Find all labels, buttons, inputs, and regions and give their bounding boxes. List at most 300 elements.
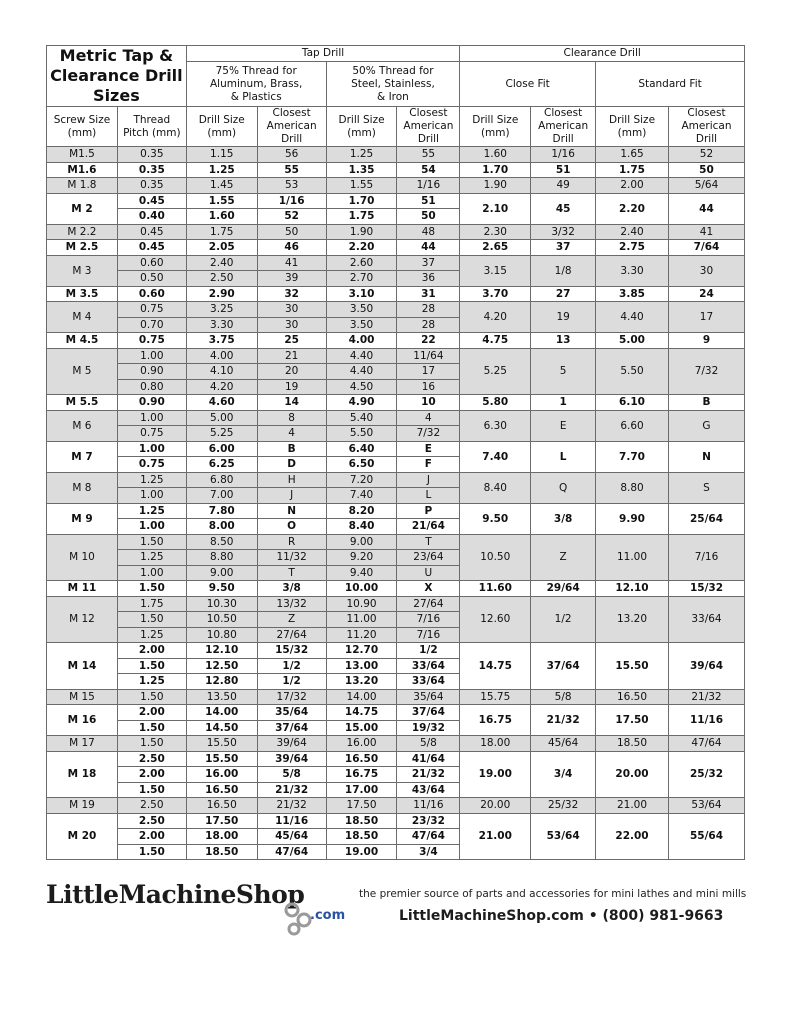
tap75-closest-drill-cell: N [257, 503, 326, 519]
close-fit-size-cell: 15.75 [460, 689, 531, 705]
tap50-drill-size-cell: 6.50 [326, 457, 397, 473]
thread-pitch-cell: 1.50 [117, 534, 186, 550]
tap75-closest-drill-cell: 20 [257, 364, 326, 380]
tap50-closest-drill-cell: F [397, 457, 460, 473]
tap50-closest-drill-cell: 7/16 [397, 627, 460, 643]
standard-fit-drill-cell: 9 [668, 333, 744, 349]
close-fit-size-cell: 5.25 [460, 348, 531, 395]
tap50-drill-size-cell: 18.50 [326, 829, 397, 845]
standard-fit-size-cell: 7.70 [596, 441, 669, 472]
standard-fit-drill-cell: 7/16 [668, 534, 744, 581]
standard-fit-size-cell: 21.00 [596, 798, 669, 814]
thread-pitch-cell: 0.75 [117, 333, 186, 349]
tap75-drill-size-cell: 1.75 [186, 224, 257, 240]
tap50-closest-drill-cell: T [397, 534, 460, 550]
close-fit-size-cell: 4.75 [460, 333, 531, 349]
tap50-drill-size-cell: 7.20 [326, 472, 397, 488]
drill-size-col-header: Drill Size (mm) [596, 107, 669, 147]
close-fit-drill-cell: L [531, 441, 596, 472]
tap75-drill-size-cell: 2.40 [186, 255, 257, 271]
close-fit-drill-cell: 37/64 [531, 643, 596, 690]
thread-pitch-cell: 1.00 [117, 441, 186, 457]
tap75-closest-drill-cell: 45/64 [257, 829, 326, 845]
standard-fit-drill-cell: 41 [668, 224, 744, 240]
tap50-drill-size-cell: 4.40 [326, 364, 397, 380]
screw-size-cell: M 5.5 [47, 395, 118, 411]
tap75-drill-size-cell: 14.00 [186, 705, 257, 721]
closest-drill-col-header: Closest American Drill [668, 107, 744, 147]
thread-pitch-cell: 1.50 [117, 612, 186, 628]
thread-pitch-cell: 2.50 [117, 751, 186, 767]
company-tagline: the premier source of parts and accessories for mini lathes and mini mills [359, 888, 747, 900]
standard-fit-header: Standard Fit [596, 62, 745, 107]
tap50-closest-drill-cell: 51 [397, 193, 460, 209]
tap75-drill-size-cell: 8.00 [186, 519, 257, 535]
tap75-drill-size-cell: 18.00 [186, 829, 257, 845]
tap50-closest-drill-cell: X [397, 581, 460, 597]
table-row [47, 224, 745, 240]
tap50-closest-drill-cell: 47/64 [397, 829, 460, 845]
thread-pitch-cell: 0.40 [117, 209, 186, 225]
thread-pitch-cell: 0.35 [117, 178, 186, 194]
thread-pitch-cell: 0.45 [117, 224, 186, 240]
company-contact: LittleMachineShop.com • (800) 981-9663 [399, 908, 724, 924]
tap75-drill-size-cell: 1.60 [186, 209, 257, 225]
thread-pitch-cell: 0.90 [117, 395, 186, 411]
standard-fit-drill-cell: 7/64 [668, 240, 744, 256]
close-fit-drill-cell: 49 [531, 178, 596, 194]
tap50-closest-drill-cell: 37/64 [397, 705, 460, 721]
screw-size-cell: M 9 [47, 503, 118, 534]
tap50-drill-size-cell: 13.00 [326, 658, 397, 674]
tap50-closest-drill-cell: 55 [397, 147, 460, 163]
tap50-closest-drill-cell: 43/64 [397, 782, 460, 798]
tap75-drill-size-cell: 4.10 [186, 364, 257, 380]
tap50-closest-drill-cell: 10 [397, 395, 460, 411]
standard-fit-drill-cell: 11/16 [668, 705, 744, 736]
screw-size-cell: M 10 [47, 534, 118, 581]
tap50-drill-size-cell: 18.50 [326, 813, 397, 829]
thread-pitch-cell: 1.50 [117, 581, 186, 597]
thread-pitch-cell: 1.50 [117, 844, 186, 860]
table-row [47, 302, 745, 318]
screw-size-cell: M 18 [47, 751, 118, 798]
tap75-closest-drill-cell: 52 [257, 209, 326, 225]
tap75-closest-drill-cell: 11/16 [257, 813, 326, 829]
tap75-closest-drill-cell: 56 [257, 147, 326, 163]
thread-pitch-cell: 0.50 [117, 271, 186, 287]
tap50-drill-size-cell: 4.50 [326, 379, 397, 395]
screw-size-cell: M1.5 [47, 147, 118, 163]
tap50-closest-drill-cell: L [397, 488, 460, 504]
tap50-drill-size-cell: 9.00 [326, 534, 397, 550]
tap75-drill-size-cell: 16.50 [186, 798, 257, 814]
standard-fit-size-cell: 9.90 [596, 503, 669, 534]
tap75-closest-drill-cell: T [257, 565, 326, 581]
tap50-closest-drill-cell: 7/16 [397, 612, 460, 628]
tap50-closest-drill-cell: 28 [397, 302, 460, 318]
screw-size-col-header: Screw Size (mm) [47, 107, 118, 147]
tap50-drill-size-cell: 19.00 [326, 844, 397, 860]
close-fit-drill-cell: E [531, 410, 596, 441]
tap75-closest-drill-cell: 32 [257, 286, 326, 302]
close-fit-size-cell: 1.70 [460, 162, 531, 178]
tap75-closest-drill-cell: J [257, 488, 326, 504]
standard-fit-drill-cell: G [668, 410, 744, 441]
standard-fit-drill-cell: 52 [668, 147, 744, 163]
thread-pitch-cell: 1.25 [117, 472, 186, 488]
company-logo: LittleMachineShop [46, 880, 305, 909]
screw-size-cell: M 1.8 [47, 178, 118, 194]
close-fit-drill-cell: 5/8 [531, 689, 596, 705]
standard-fit-size-cell: 20.00 [596, 751, 669, 798]
standard-fit-size-cell: 22.00 [596, 813, 669, 860]
tap50-drill-size-cell: 16.00 [326, 736, 397, 752]
tap50-drill-size-cell: 1.70 [326, 193, 397, 209]
close-fit-size-cell: 9.50 [460, 503, 531, 534]
tap50-drill-size-cell: 10.90 [326, 596, 397, 612]
tap50-drill-size-cell: 11.00 [326, 612, 397, 628]
close-fit-size-cell: 11.60 [460, 581, 531, 597]
thread-pitch-cell: 0.70 [117, 317, 186, 333]
thread-pitch-cell: 0.60 [117, 255, 186, 271]
standard-fit-size-cell: 3.85 [596, 286, 669, 302]
standard-fit-size-cell: 6.60 [596, 410, 669, 441]
tap75-drill-size-cell: 2.50 [186, 271, 257, 287]
table-body [47, 147, 745, 860]
tap50-closest-drill-cell: 23/64 [397, 550, 460, 566]
close-fit-size-cell: 20.00 [460, 798, 531, 814]
close-fit-drill-cell: 45/64 [531, 736, 596, 752]
tap50-drill-size-cell: 14.75 [326, 705, 397, 721]
tap50-closest-drill-cell: 44 [397, 240, 460, 256]
close-fit-size-cell: 14.75 [460, 643, 531, 690]
close-fit-drill-cell: Q [531, 472, 596, 503]
tap75-closest-drill-cell: R [257, 534, 326, 550]
tap50-closest-drill-cell: 7/32 [397, 426, 460, 442]
tap50-closest-drill-cell: 16 [397, 379, 460, 395]
screw-size-cell: M 3.5 [47, 286, 118, 302]
tap75-closest-drill-cell: 50 [257, 224, 326, 240]
thread-pitch-cell: 1.50 [117, 720, 186, 736]
close-fit-drill-cell: 3/8 [531, 503, 596, 534]
tap50-closest-drill-cell: E [397, 441, 460, 457]
tap75-closest-drill-cell: 47/64 [257, 844, 326, 860]
tap75-drill-size-cell: 12.50 [186, 658, 257, 674]
tap50-drill-size-cell: 17.50 [326, 798, 397, 814]
tap75-closest-drill-cell: 55 [257, 162, 326, 178]
tap50-drill-size-cell: 14.00 [326, 689, 397, 705]
drill-table [46, 45, 745, 860]
thread-50-header: 50% Thread for Steel, Stainless, & Iron [326, 62, 460, 107]
tap75-drill-size-cell: 5.25 [186, 426, 257, 442]
tap75-closest-drill-cell: 15/32 [257, 643, 326, 659]
close-fit-size-cell: 7.40 [460, 441, 531, 472]
close-fit-drill-cell: 37 [531, 240, 596, 256]
tap50-drill-size-cell: 5.40 [326, 410, 397, 426]
tap75-drill-size-cell: 6.80 [186, 472, 257, 488]
tap50-drill-size-cell: 10.00 [326, 581, 397, 597]
close-fit-size-cell: 16.75 [460, 705, 531, 736]
tap75-closest-drill-cell: 4 [257, 426, 326, 442]
tap75-closest-drill-cell: 11/32 [257, 550, 326, 566]
standard-fit-drill-cell: 55/64 [668, 813, 744, 860]
standard-fit-drill-cell: 17 [668, 302, 744, 333]
standard-fit-size-cell: 13.20 [596, 596, 669, 643]
tap50-drill-size-cell: 2.60 [326, 255, 397, 271]
tap75-drill-size-cell: 4.60 [186, 395, 257, 411]
tap50-drill-size-cell: 11.20 [326, 627, 397, 643]
standard-fit-size-cell: 18.50 [596, 736, 669, 752]
drill-size-chart [46, 45, 745, 860]
tap75-closest-drill-cell: 8 [257, 410, 326, 426]
tap50-drill-size-cell: 12.70 [326, 643, 397, 659]
close-fit-drill-cell: 19 [531, 302, 596, 333]
tap50-closest-drill-cell: 27/64 [397, 596, 460, 612]
close-fit-drill-cell: 3/32 [531, 224, 596, 240]
close-fit-size-cell: 10.50 [460, 534, 531, 581]
tap75-closest-drill-cell: 25 [257, 333, 326, 349]
tap50-closest-drill-cell: 4 [397, 410, 460, 426]
tap50-drill-size-cell: 6.40 [326, 441, 397, 457]
standard-fit-size-cell: 15.50 [596, 643, 669, 690]
tap-drill-header: Tap Drill [186, 46, 460, 62]
close-fit-drill-cell: 1/2 [531, 596, 596, 643]
close-fit-size-cell: 5.80 [460, 395, 531, 411]
tap50-closest-drill-cell: 5/8 [397, 736, 460, 752]
close-fit-drill-cell: 29/64 [531, 581, 596, 597]
standard-fit-drill-cell: N [668, 441, 744, 472]
tap50-drill-size-cell: 1.25 [326, 147, 397, 163]
table-row [47, 705, 745, 721]
tap50-closest-drill-cell: 33/64 [397, 674, 460, 690]
tap50-drill-size-cell: 8.40 [326, 519, 397, 535]
tap50-drill-size-cell: 9.20 [326, 550, 397, 566]
closest-drill-col-header: Closest American Drill [397, 107, 460, 147]
close-fit-drill-cell: 5 [531, 348, 596, 395]
tap50-drill-size-cell: 5.50 [326, 426, 397, 442]
standard-fit-size-cell: 6.10 [596, 395, 669, 411]
screw-size-cell: M 8 [47, 472, 118, 503]
tap75-closest-drill-cell: 21/32 [257, 798, 326, 814]
screw-size-cell: M 2.5 [47, 240, 118, 256]
close-fit-size-cell: 8.40 [460, 472, 531, 503]
close-fit-size-cell: 2.30 [460, 224, 531, 240]
close-fit-drill-cell: 1 [531, 395, 596, 411]
thread-pitch-cell: 1.50 [117, 736, 186, 752]
tap50-closest-drill-cell: P [397, 503, 460, 519]
close-fit-drill-cell: 27 [531, 286, 596, 302]
tap50-drill-size-cell: 17.00 [326, 782, 397, 798]
close-fit-size-cell: 12.60 [460, 596, 531, 643]
tap75-drill-size-cell: 10.30 [186, 596, 257, 612]
thread-pitch-cell: 1.25 [117, 550, 186, 566]
tap75-drill-size-cell: 2.05 [186, 240, 257, 256]
standard-fit-drill-cell: 44 [668, 193, 744, 224]
tap75-drill-size-cell: 17.50 [186, 813, 257, 829]
tap50-drill-size-cell: 4.90 [326, 395, 397, 411]
tap75-drill-size-cell: 3.25 [186, 302, 257, 318]
tap50-drill-size-cell: 3.50 [326, 317, 397, 333]
tap75-closest-drill-cell: 35/64 [257, 705, 326, 721]
standard-fit-size-cell: 3.30 [596, 255, 669, 286]
table-row [47, 147, 745, 163]
thread-pitch-cell: 1.25 [117, 627, 186, 643]
thread-pitch-cell: 1.25 [117, 503, 186, 519]
standard-fit-size-cell: 8.80 [596, 472, 669, 503]
screw-size-cell: M 3 [47, 255, 118, 286]
standard-fit-size-cell: 12.10 [596, 581, 669, 597]
close-fit-size-cell: 3.70 [460, 286, 531, 302]
thread-pitch-cell: 1.00 [117, 488, 186, 504]
standard-fit-size-cell: 17.50 [596, 705, 669, 736]
standard-fit-drill-cell: 24 [668, 286, 744, 302]
thread-pitch-cell: 0.80 [117, 379, 186, 395]
close-fit-size-cell: 1.90 [460, 178, 531, 194]
logo-com-suffix: .com [310, 908, 346, 923]
tap50-closest-drill-cell: 3/4 [397, 844, 460, 860]
table-row [47, 534, 745, 550]
table-row [47, 348, 745, 364]
table-row [47, 736, 745, 752]
thread-pitch-cell: 1.50 [117, 689, 186, 705]
tap50-drill-size-cell: 3.50 [326, 302, 397, 318]
tap75-drill-size-cell: 1.45 [186, 178, 257, 194]
close-fit-size-cell: 2.65 [460, 240, 531, 256]
tap75-drill-size-cell: 1.15 [186, 147, 257, 163]
drill-size-col-header: Drill Size (mm) [460, 107, 531, 147]
tap75-drill-size-cell: 6.00 [186, 441, 257, 457]
tap50-drill-size-cell: 1.55 [326, 178, 397, 194]
tap75-drill-size-cell: 18.50 [186, 844, 257, 860]
standard-fit-size-cell: 5.00 [596, 333, 669, 349]
thread-pitch-cell: 0.75 [117, 302, 186, 318]
closest-drill-col-header: Closest American Drill [531, 107, 596, 147]
close-fit-drill-cell: Z [531, 534, 596, 581]
tap75-closest-drill-cell: 21/32 [257, 782, 326, 798]
close-fit-size-cell: 2.10 [460, 193, 531, 224]
tap50-closest-drill-cell: U [397, 565, 460, 581]
tap50-closest-drill-cell: 28 [397, 317, 460, 333]
table-row [47, 798, 745, 814]
tap75-drill-size-cell: 6.25 [186, 457, 257, 473]
thread-pitch-cell: 2.50 [117, 798, 186, 814]
tap50-closest-drill-cell: 33/64 [397, 658, 460, 674]
table-row [47, 286, 745, 302]
screw-size-cell: M 19 [47, 798, 118, 814]
tap75-drill-size-cell: 3.30 [186, 317, 257, 333]
tap75-drill-size-cell: 13.50 [186, 689, 257, 705]
thread-pitch-cell: 0.45 [117, 193, 186, 209]
screw-size-cell: M 2 [47, 193, 118, 224]
standard-fit-size-cell: 2.00 [596, 178, 669, 194]
tap50-drill-size-cell: 4.00 [326, 333, 397, 349]
close-fit-drill-cell: 25/32 [531, 798, 596, 814]
tap50-closest-drill-cell: 36 [397, 271, 460, 287]
close-fit-size-cell: 1.60 [460, 147, 531, 163]
tap50-drill-size-cell: 7.40 [326, 488, 397, 504]
close-fit-drill-cell: 53/64 [531, 813, 596, 860]
table-row [47, 441, 745, 457]
standard-fit-drill-cell: 7/32 [668, 348, 744, 395]
tap75-drill-size-cell: 15.50 [186, 751, 257, 767]
screw-size-cell: M 5 [47, 348, 118, 395]
tap75-closest-drill-cell: 37/64 [257, 720, 326, 736]
table-row [47, 333, 745, 349]
standard-fit-size-cell: 1.75 [596, 162, 669, 178]
thread-pitch-cell: 1.00 [117, 565, 186, 581]
standard-fit-drill-cell: 25/32 [668, 751, 744, 798]
tap50-closest-drill-cell: 37 [397, 255, 460, 271]
tap75-drill-size-cell: 8.80 [186, 550, 257, 566]
tap50-closest-drill-cell: 48 [397, 224, 460, 240]
tap50-closest-drill-cell: 11/64 [397, 348, 460, 364]
screw-size-cell: M 15 [47, 689, 118, 705]
screw-size-cell: M 16 [47, 705, 118, 736]
tap75-closest-drill-cell: 3/8 [257, 581, 326, 597]
table-row [47, 813, 745, 829]
standard-fit-size-cell: 16.50 [596, 689, 669, 705]
tap50-drill-size-cell: 13.20 [326, 674, 397, 690]
standard-fit-drill-cell: 53/64 [668, 798, 744, 814]
close-fit-drill-cell: 3/4 [531, 751, 596, 798]
tap50-closest-drill-cell: 54 [397, 162, 460, 178]
tap50-drill-size-cell: 4.40 [326, 348, 397, 364]
thread-pitch-cell: 1.00 [117, 519, 186, 535]
table-row [47, 162, 745, 178]
tap75-closest-drill-cell: 30 [257, 302, 326, 318]
tap50-closest-drill-cell: 11/16 [397, 798, 460, 814]
table-row [47, 395, 745, 411]
tap50-drill-size-cell: 3.10 [326, 286, 397, 302]
thread-pitch-col-header: Thread Pitch (mm) [117, 107, 186, 147]
tap75-drill-size-cell: 4.00 [186, 348, 257, 364]
tap75-drill-size-cell: 14.50 [186, 720, 257, 736]
tap75-closest-drill-cell: Z [257, 612, 326, 628]
close-fit-size-cell: 19.00 [460, 751, 531, 798]
thread-pitch-cell: 0.35 [117, 147, 186, 163]
thread-pitch-cell: 1.50 [117, 658, 186, 674]
close-fit-header: Close Fit [460, 62, 596, 107]
tap75-drill-size-cell: 1.55 [186, 193, 257, 209]
tap50-closest-drill-cell: 41/64 [397, 751, 460, 767]
tap50-drill-size-cell: 16.50 [326, 751, 397, 767]
screw-size-cell: M 4 [47, 302, 118, 333]
standard-fit-drill-cell: 25/64 [668, 503, 744, 534]
table-row [47, 193, 745, 209]
tap75-closest-drill-cell: 21 [257, 348, 326, 364]
tap75-drill-size-cell: 9.00 [186, 565, 257, 581]
tap50-drill-size-cell: 2.70 [326, 271, 397, 287]
tap75-drill-size-cell: 15.50 [186, 736, 257, 752]
tap75-closest-drill-cell: D [257, 457, 326, 473]
close-fit-size-cell: 18.00 [460, 736, 531, 752]
close-fit-size-cell: 21.00 [460, 813, 531, 860]
thread-pitch-cell: 0.35 [117, 162, 186, 178]
screw-size-cell: M 14 [47, 643, 118, 690]
standard-fit-drill-cell: 5/64 [668, 178, 744, 194]
tap75-drill-size-cell: 7.80 [186, 503, 257, 519]
screw-size-cell: M 11 [47, 581, 118, 597]
thread-pitch-cell: 2.50 [117, 813, 186, 829]
standard-fit-drill-cell: 15/32 [668, 581, 744, 597]
standard-fit-size-cell: 1.65 [596, 147, 669, 163]
standard-fit-size-cell: 11.00 [596, 534, 669, 581]
thread-pitch-cell: 2.00 [117, 829, 186, 845]
standard-fit-size-cell: 2.40 [596, 224, 669, 240]
tap50-closest-drill-cell: 1/2 [397, 643, 460, 659]
thread-pitch-cell: 2.00 [117, 643, 186, 659]
